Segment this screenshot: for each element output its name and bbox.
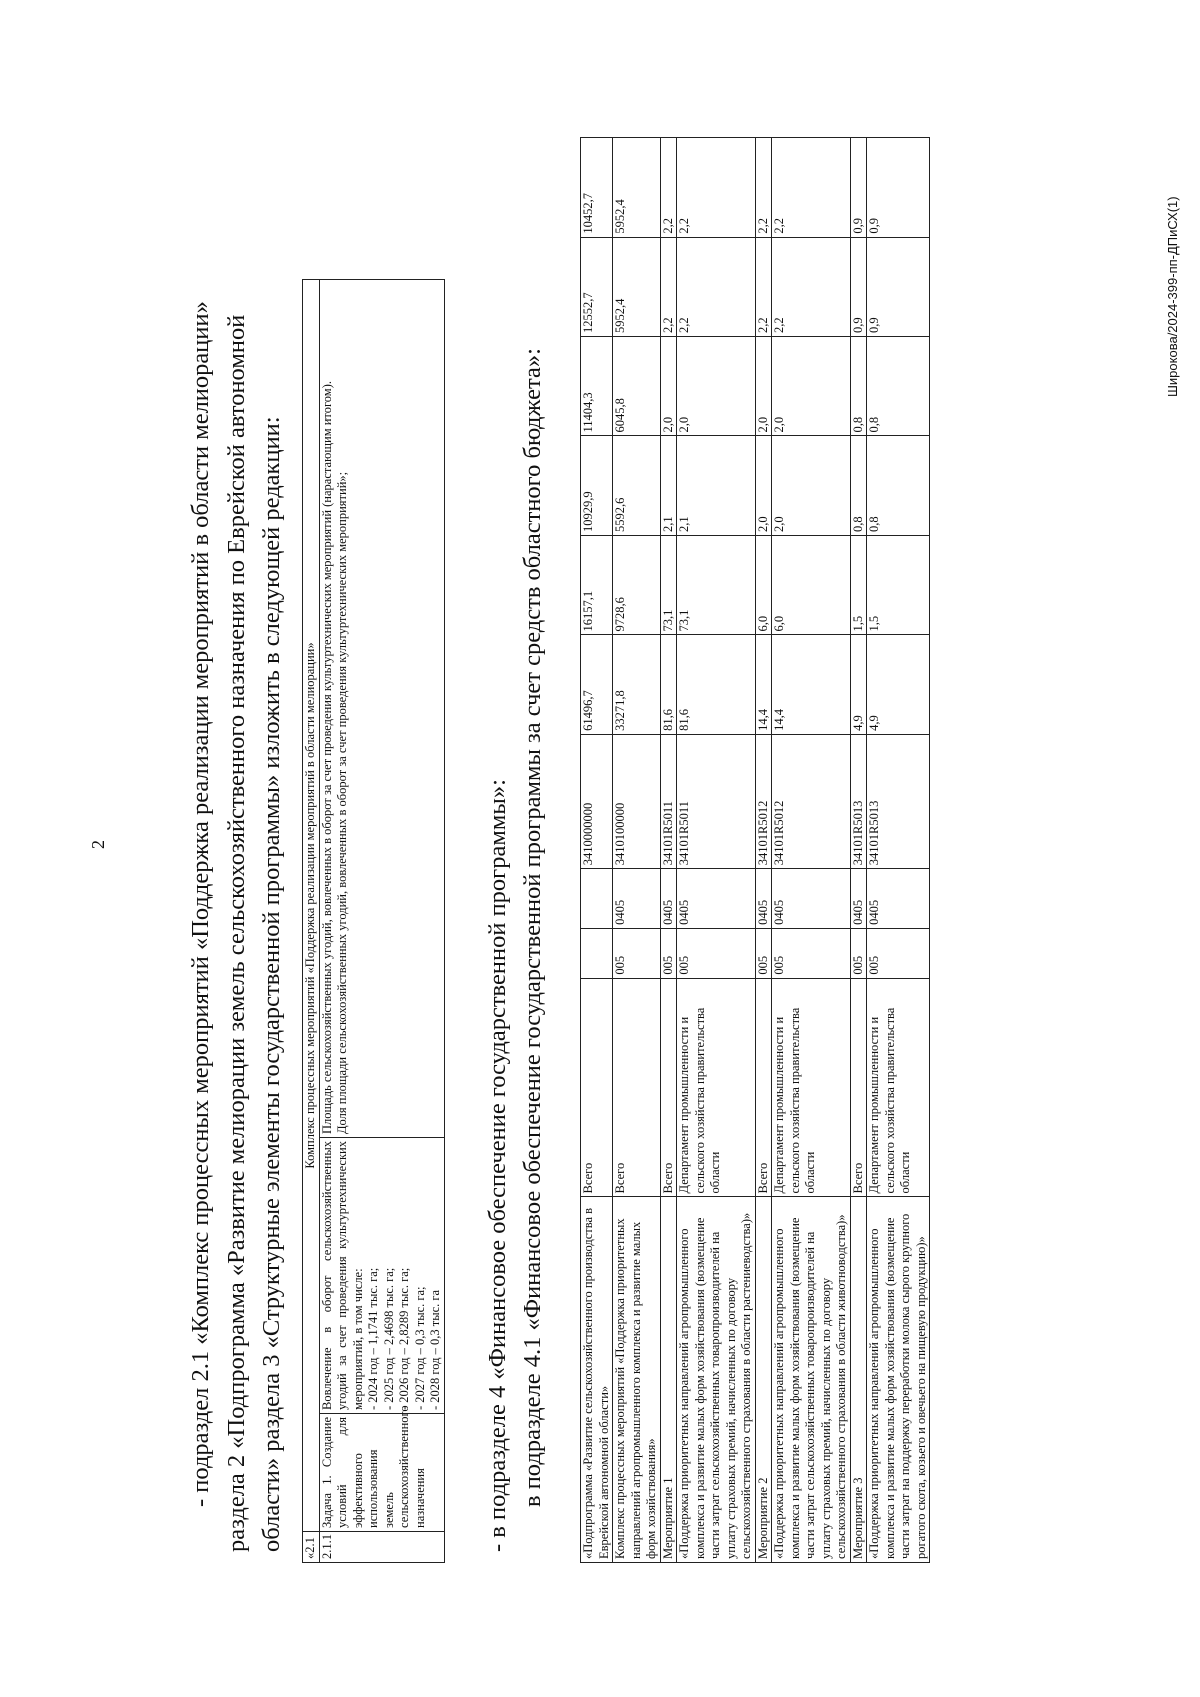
table-cell-task: Задача 1. Создание условий для эффективного использования земель сельскохозяйственного назначения <box>319 1414 444 1532</box>
table-cell-name: Мероприятие 3 <box>850 1197 867 1563</box>
table-cell-rz: 0405 <box>755 869 772 929</box>
table-cell-name: «Поддержка приоритетных направлений агропромышленного комплекса и развитие малых форм хозяйствования (возмещение части затрат сельскохозяйственных товаропроизводителей на уплату страховых премий, начисленных по договору сельскохозяйственного страхования в области животноводства)» <box>772 1197 851 1563</box>
table-row <box>660 138 677 1563</box>
result-2025: - 2025 год – 2,4698 тыс. га; <box>381 1267 396 1410</box>
table-row <box>581 138 613 1563</box>
table-cell-amount: 4,9 <box>850 635 867 734</box>
table-cell-executor: Всего <box>755 978 772 1197</box>
footer-code: Широкова/2024-399-пп-ДПиСХ(1) <box>1165 196 1180 397</box>
results-intro: Вовлечение в оборот сельскохозяйственных угодий за счет проведения культуртехнических мероприятий, в том числе: <box>319 1141 365 1410</box>
paragraph-subsection-2-1: - подраздел 2.1 «Комплекс процессных мероприятий «Поддержка реализации мероприятий в области мелиорации» <box>187 301 214 1507</box>
table-cell-amount: 6,0 <box>755 535 772 634</box>
table-cell-amount: 73,1 <box>677 535 756 634</box>
table-cell-amount: 2,0 <box>677 337 756 436</box>
table-cell-amount: 2,0 <box>755 436 772 535</box>
table-cell-grbs: 005 <box>850 928 867 978</box>
result-2026: - 2026 год – 2,8289 тыс. га; <box>397 1267 411 1410</box>
table-cell-grbs: 005 <box>772 928 851 978</box>
result-2024: - 2024 год – 1,1741 тыс. га; <box>366 1267 380 1410</box>
table-cell-complex-title: Комплекс процессных мероприятий «Поддержка реализации мероприятий в области мелиорации» <box>303 279 320 1531</box>
table-cell-name: Комплекс процессных мероприятий «Поддержка приоритетных направлений агропромышленного комплекса и развитие малых форм хозяйствования» <box>613 1197 661 1563</box>
table-cell-amount: 5592,6 <box>613 436 661 535</box>
table-cell-amount: 2,0 <box>660 337 677 436</box>
indicator-area: Площадь сельскохозяйственных угодий, вовлеченных в оборот за счет проведения культуртехнических мероприятий (нарастающим итогом). <box>319 380 334 1134</box>
finance-table <box>580 137 930 1563</box>
table-cell-name: «Подпрограмма «Развитие сельскохозяйственного производства в Еврейской автономной области» <box>581 1197 613 1563</box>
table-cell-amount: 6045,8 <box>613 337 661 436</box>
table-cell-grbs: 005 <box>613 928 661 978</box>
table-cell-amount: 81,6 <box>677 635 756 734</box>
table-cell-rz: 0405 <box>772 869 851 929</box>
table-cell-amount: 2,1 <box>677 436 756 535</box>
table-cell-amount: 2,2 <box>677 138 756 238</box>
table-cell-name: «Поддержка приоритетных направлений агропромышленного комплекса и развитие малых форм хозяйствования (возмещение части затрат на поддержку переработки молока сырого крупного рогатого скота, козьего и овечьего на пищевую продукцию)» <box>867 1197 930 1563</box>
page-number: 2 <box>88 840 108 849</box>
table-cell-name: Мероприятие 1 <box>660 1197 677 1563</box>
finance-table-body <box>581 138 930 1563</box>
table-cell-grbs: 005 <box>677 928 756 978</box>
table-cell-grbs: 005 <box>660 928 677 978</box>
table-cell-amount: 0,9 <box>867 138 930 238</box>
table-cell-amount: 2,0 <box>772 337 851 436</box>
table-cell-csr: 3410100000 <box>613 734 661 868</box>
table-cell-amount: 5952,4 <box>613 138 661 238</box>
table-row <box>303 279 320 1562</box>
table-cell-grbs <box>581 928 613 978</box>
structural-elements-table <box>302 279 445 1563</box>
table-cell-amount: 14,4 <box>772 635 851 734</box>
table-row <box>772 138 851 1563</box>
table-cell-amount: 73,1 <box>660 535 677 634</box>
table-cell-amount: 6,0 <box>772 535 851 634</box>
table-cell-amount: 11404,3 <box>581 337 613 436</box>
table-cell-executor: Департамент промышленности и сельского хозяйства правительства области <box>772 978 851 1197</box>
paragraph-subsection-4-1: в подразделе 4.1 «Финансовое обеспечение государственной программы за счет средств областного бюджета»: <box>519 348 546 1507</box>
table-cell-num: 2.1.1 <box>319 1532 444 1563</box>
table-cell-amount: 10452,7 <box>581 138 613 238</box>
table-cell-amount: 61496,7 <box>581 635 613 734</box>
table-cell-amount: 2,2 <box>755 138 772 238</box>
table-cell-csr: 34101R5011 <box>677 734 756 868</box>
table-cell-amount: 0,9 <box>850 237 867 336</box>
table-cell-csr: 34101R5013 <box>850 734 867 868</box>
table-cell-num: «2.1 <box>303 1532 320 1563</box>
table-cell-executor: Всего <box>850 978 867 1197</box>
table-cell-csr: 34101R5012 <box>755 734 772 868</box>
table-cell-amount: 33271,8 <box>613 635 661 734</box>
paragraph-section-2: раздела 2 «Подпрограмма «Развитие мелиорации земель сельскохозяйственного назначения по Еврейской автономной <box>223 314 250 1552</box>
table-cell-csr: 34101R5013 <box>867 734 930 868</box>
table-cell-amount: 0,8 <box>850 337 867 436</box>
table-cell-indicators <box>319 279 444 1137</box>
table-row <box>319 279 444 1562</box>
table-cell-amount: 2,2 <box>772 237 851 336</box>
table-cell-name: «Поддержка приоритетных направлений агропромышленного комплекса и развитие малых форм хозяйствования (возмещение части затрат сельскохозяйственных товаропроизводителей на уплату страховых премий, начисленных по договору сельскохозяйственного страхования в области растениеводства)» <box>677 1197 756 1563</box>
paragraph-section-3: области» раздела 3 «Структурные элементы государственной программы» изложить в следующей редакции: <box>258 416 285 1552</box>
table-row <box>850 138 867 1563</box>
table-cell-executor: Департамент промышленности и сельского хозяйства правительства области <box>867 978 930 1197</box>
table-cell-rz: 0405 <box>850 869 867 929</box>
table-cell-amount: 2,0 <box>755 337 772 436</box>
table-cell-amount: 5952,4 <box>613 237 661 336</box>
table-cell-amount: 1,5 <box>850 535 867 634</box>
table-cell-amount: 16157,1 <box>581 535 613 634</box>
table-cell-csr: 34101R5012 <box>772 734 851 868</box>
table-cell-amount: 0,8 <box>867 337 930 436</box>
result-2028: - 2028 год – 0,3 тыс. га <box>428 1289 442 1410</box>
table-cell-csr: 34101R5011 <box>660 734 677 868</box>
table-cell-amount: 0,8 <box>850 436 867 535</box>
table-cell-executor: Всего <box>613 978 661 1197</box>
table-cell-amount: 14,4 <box>755 635 772 734</box>
table-cell-amount: 12552,7 <box>581 237 613 336</box>
table-cell-name: Мероприятие 2 <box>755 1197 772 1563</box>
result-2027: - 2027 год – 0,3 тыс. га; <box>412 1286 427 1410</box>
table-row <box>613 138 661 1563</box>
table-cell-grbs: 005 <box>755 928 772 978</box>
table-cell-csr: 3410000000 <box>581 734 613 868</box>
table-cell-amount: 4,9 <box>867 635 930 734</box>
table-row <box>755 138 772 1563</box>
table-cell-rz: 0405 <box>677 869 756 929</box>
table-cell-amount: 0,8 <box>867 436 930 535</box>
paragraph-subsection-4: - в подразделе 4 «Финансовое обеспечение государственной программы»: <box>484 779 511 1552</box>
table-cell-executor: Всего <box>660 978 677 1197</box>
table-row <box>677 138 756 1563</box>
table-cell-results <box>319 1138 444 1414</box>
indicator-share: Доля площади сельскохозяйственных угодий, вовлеченных в оборот за счет проведения культуртехнических мероприятий»; <box>335 471 349 1134</box>
table-cell-executor: Всего <box>581 978 613 1197</box>
table-cell-amount: 2,2 <box>660 237 677 336</box>
table-cell-amount: 2,0 <box>772 436 851 535</box>
table-cell-rz <box>581 869 613 929</box>
table-cell-rz: 0405 <box>867 869 930 929</box>
table-cell-amount: 2,2 <box>677 237 756 336</box>
table-cell-amount: 2,2 <box>755 237 772 336</box>
table-cell-amount: 2,1 <box>660 436 677 535</box>
table-cell-amount: 0,9 <box>867 237 930 336</box>
table-cell-amount: 0,9 <box>850 138 867 238</box>
table-cell-rz: 0405 <box>660 869 677 929</box>
table-cell-amount: 1,5 <box>867 535 930 634</box>
table-cell-amount: 9728,6 <box>613 535 661 634</box>
table-cell-amount: 81,6 <box>660 635 677 734</box>
table-cell-grbs: 005 <box>867 928 930 978</box>
table-cell-amount: 2,2 <box>772 138 851 238</box>
table-cell-amount: 2,2 <box>660 138 677 238</box>
table-row <box>867 138 930 1563</box>
table-cell-executor: Департамент промышленности и сельского хозяйства правительства области <box>677 978 756 1197</box>
table-cell-rz: 0405 <box>613 869 661 929</box>
table-cell-amount: 10929,9 <box>581 436 613 535</box>
